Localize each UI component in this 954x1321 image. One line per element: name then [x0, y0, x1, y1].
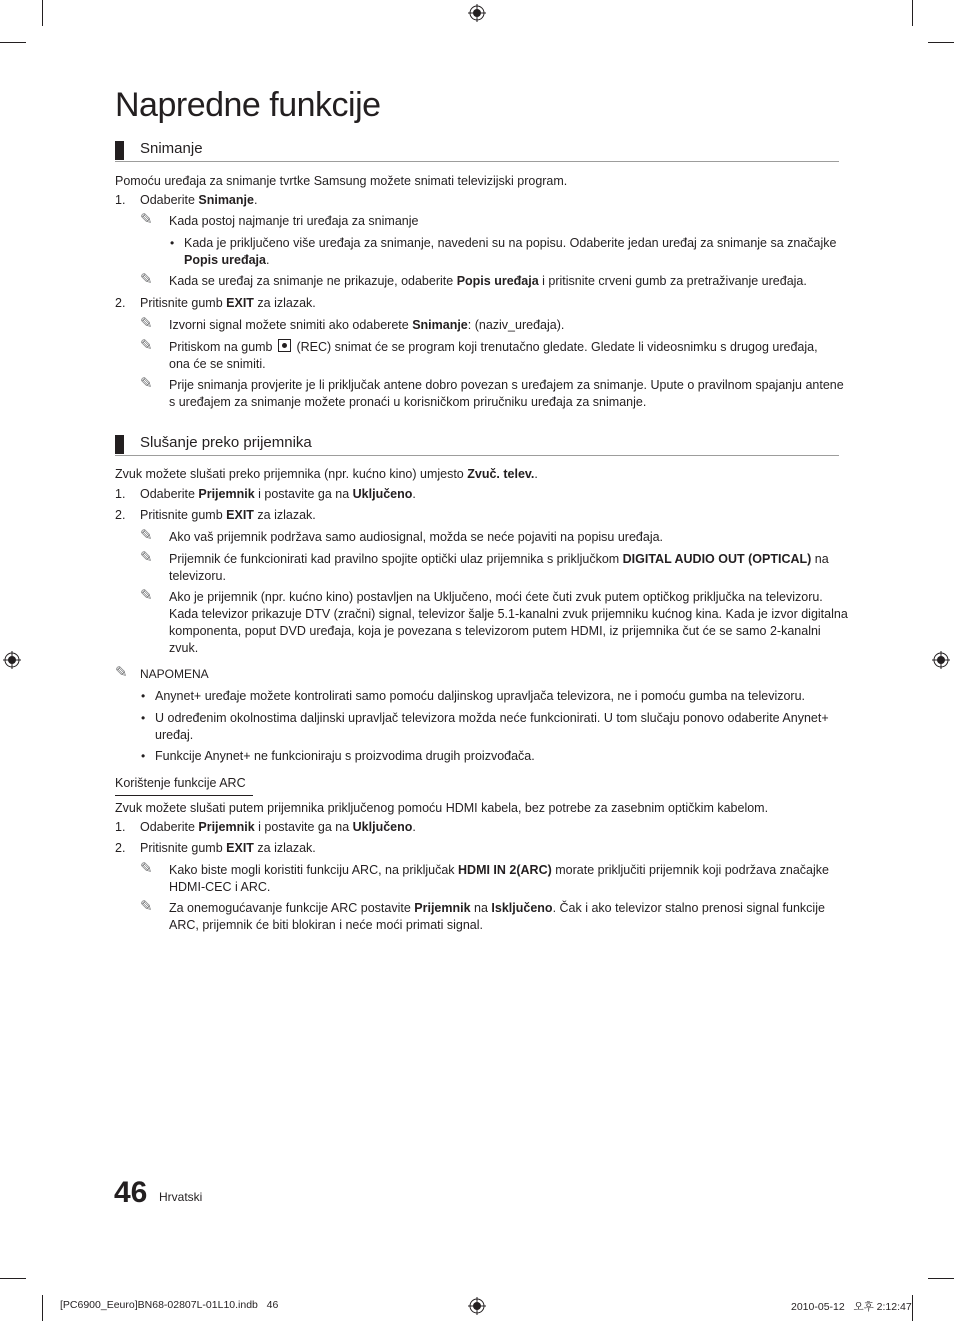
note-text: Ako je prijemnik (npr. kućno kino) postavljen na Uključeno, moći ćete čuti zvuk putem optičkog priključka na televizoru. [169, 590, 823, 604]
step-number: 2. [115, 508, 126, 522]
note-text: s uređajem za snimanje možete pronaći u korisničkom priručniku uređaja za snimanje. [169, 395, 647, 409]
registration-mark-icon [932, 651, 950, 669]
step-text: Pritisnite gumb EXIT za izlazak. [140, 508, 316, 522]
note-text: komponenta, poput DVD uređaja, koja je povezana s televizorom putem HDMI, iz prijemnika čut će se samo 2-kanalni [169, 624, 821, 638]
bullet-text: Funkcije Anynet+ ne funkcioniraju s proizvodima drugih proizvođača. [155, 749, 535, 763]
note-text: Ako vaš prijemnik podržava samo audiosignal, možda se neće pojaviti na popisu uređaja. [169, 530, 664, 544]
crop-mark [42, 1295, 43, 1321]
crop-mark [928, 42, 954, 43]
registration-mark-icon [468, 4, 486, 22]
section-bar [115, 141, 124, 160]
step-number: 1. [115, 193, 126, 207]
pencil-note-icon: ✎ [140, 527, 153, 544]
pencil-note-icon: ✎ [140, 549, 153, 566]
pencil-note-icon: ✎ [140, 898, 153, 915]
pencil-note-icon: ✎ [140, 860, 153, 877]
subsection-heading-arc: Korištenje funkcije ARC [115, 776, 253, 796]
note-text: Kada se uređaj za snimanje ne prikazuje, odaberite Popis uređaja i pritisnite crveni gumb za pretraživanje uređaja. [169, 274, 807, 288]
crop-mark [0, 1278, 26, 1279]
pencil-note-icon: ✎ [140, 211, 153, 228]
print-footer-left: [PC6900_Eeuro]BN68-02807L-01L10.indb 46 [60, 1299, 279, 1311]
note-text: ona će se snimiti. [169, 357, 266, 371]
note-text: Pritiskom na gumb (REC) snimat će se program koji trenutačno gledate. Gledate li videosnimku s drugog uređaja, [169, 340, 818, 354]
page-language: Hrvatski [159, 1190, 203, 1204]
bullet-text: Anynet+ uređaje možete kontrolirati samo pomoću daljinskog upravljača televizora, ne i pomoću gumba na televizoru. [155, 689, 806, 703]
pencil-note-icon: ✎ [140, 315, 153, 332]
bullet-text: Kada je priključeno više uređaja za snimanje, navedeni su na popisu. Odaberite jedan uređaj za snimanje sa značajke [184, 236, 837, 250]
note-text: Kada televizor prikazuje DTV (zračni) signal, televizor šalje 5.1-kanalni zvuk prijemniku kućnog kina. Kada je izvor digitalna [169, 607, 848, 621]
note-text: Kako biste mogli koristiti funkciju ARC, na priključak HDMI IN 2(ARC) morate priključiti prijemnik koji podržava značajke [169, 863, 829, 877]
pencil-note-icon: ✎ [140, 271, 153, 288]
note-text: Prije snimanja provjerite je li priključak antene dobro povezan s uređajem za snimanje. Upute o pravilnom spajanju antene [169, 378, 844, 392]
section-bar [115, 435, 124, 454]
step-text: Pritisnite gumb EXIT za izlazak. [140, 296, 316, 310]
bullet-text: uređaj. [155, 728, 194, 742]
pencil-note-icon: ✎ [115, 664, 128, 681]
note-text: HDMI-CEC i ARC. [169, 880, 271, 894]
bullet-icon: • [170, 236, 175, 250]
bullet-icon: • [141, 749, 146, 763]
crop-mark [42, 0, 43, 26]
rec-button-icon [278, 339, 291, 352]
step-number: 1. [115, 487, 126, 501]
crop-mark [912, 0, 913, 26]
bullet-icon: • [141, 711, 146, 725]
step-text: Odaberite Snimanje. [140, 193, 258, 207]
section-title: Snimanje [140, 140, 203, 157]
section-heading-prijemnik [115, 433, 839, 456]
crop-mark [912, 1295, 913, 1321]
bullet-text: U određenim okolnostima daljinski upravljač televizora možda neće funkcionirati. U tom slučaju ponovo odaberite Anynet+ [155, 711, 829, 725]
note-text: ARC, prijemnik će biti blokiran i neće moći primati signal. [169, 918, 484, 932]
bullet-icon: • [141, 689, 146, 703]
pencil-note-icon: ✎ [140, 337, 153, 354]
note-text: zvuk. [169, 641, 199, 655]
crop-mark [928, 1278, 954, 1279]
step-number: 2. [115, 296, 126, 310]
print-footer-right: 2010-05-12 오후 2:12:47 [791, 1301, 912, 1313]
note-text: Kada postoj najmanje tri uređaja za snimanje [169, 214, 419, 228]
section-title: Slušanje preko prijemnika [140, 434, 312, 451]
step-number: 1. [115, 820, 126, 834]
note-text: Prijemnik će funkcionirati kad pravilno spojite optički ulaz prijemnika s priključkom DIGITAL AUDIO OUT (OPTICAL) na [169, 552, 829, 566]
pencil-note-icon: ✎ [140, 375, 153, 392]
pencil-note-icon: ✎ [140, 587, 153, 604]
section-heading-snimanje [115, 139, 839, 162]
note-text: televizoru. [169, 569, 226, 583]
paragraph: Pomoću uređaja za snimanje tvrtke Samsung možete snimati televizijski program. [115, 174, 568, 188]
bullet-text: Popis uređaja. [184, 253, 270, 267]
step-text: Odaberite Prijemnik i postavite ga na Uključeno. [140, 820, 416, 834]
note-text: Izvorni signal možete snimiti ako odaberete Snimanje: (naziv_uređaja). [169, 318, 565, 332]
step-text: Odaberite Prijemnik i postavite ga na Uključeno. [140, 487, 416, 501]
registration-mark-icon [468, 1297, 486, 1315]
crop-mark [0, 42, 26, 43]
step-text: Pritisnite gumb EXIT za izlazak. [140, 841, 316, 855]
page-number: 46 [114, 1176, 148, 1209]
note-text: Za onemogućavanje funkcije ARC postavite Prijemnik na Isključeno. Čak i ako televizor stalno prenosi signal funkcije [169, 901, 825, 915]
paragraph: Zvuk možete slušati putem prijemnika priključenog pomoću HDMI kabela, bez potrebe za zasebnim optičkim kabelom. [115, 801, 769, 815]
registration-mark-icon [3, 651, 21, 669]
paragraph: Zvuk možete slušati preko prijemnika (npr. kućno kino) umjesto Zvuč. telev.. [115, 467, 538, 481]
step-number: 2. [115, 841, 126, 855]
page-title: Napredne funkcije [115, 86, 381, 124]
note-heading: NAPOMENA [140, 667, 209, 681]
